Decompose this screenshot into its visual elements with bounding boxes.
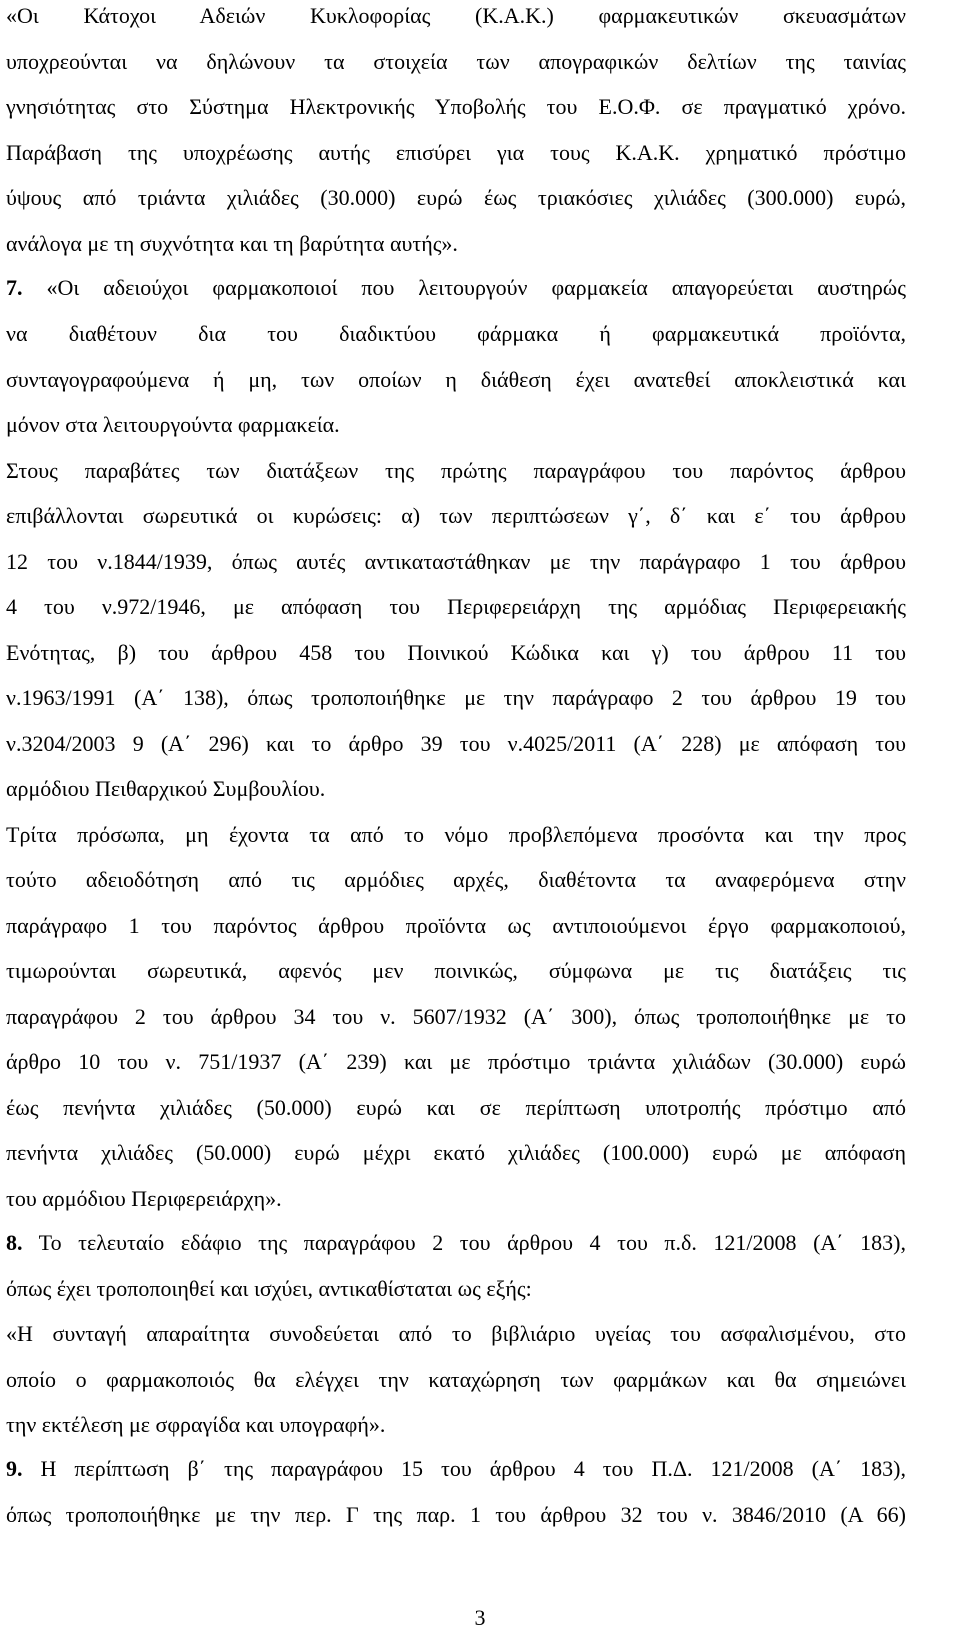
text-line: 4 του ν.972/1946, με απόφαση του Περιφερειάρχη της αρμόδιας Περιφερειακής [6,594,906,619]
text-line: ν.3204/2003 9 (Α΄ 296) και το άρθρο 39 του ν.4025/2011 (Α΄ 228) με απόφαση του [6,731,906,756]
text-span: Η περίπτωση β΄ της παραγράφου 15 του άρθρου 4 του Π.Δ. 121/2008 (Α΄ 183), [40,1456,906,1481]
text-line: αρμόδιου Πειθαρχικού Συμβουλίου. [6,776,326,801]
text-line: παράγραφο 1 του παρόντος άρθρου προϊόντα ως αντιποιούμενοι έργο φαρμακοποιού, [6,913,906,938]
text-line: τούτο αδειοδότηση από τις αρμόδιες αρχές, διαθέτοντα τα αναφερόμενα στην [6,867,906,892]
text-line: υποχρεούνται να δηλώνουν τα στοιχεία των απογραφικών δελτίων της ταινίας [6,49,906,74]
text-line: Στους παραβάτες των διατάξεων της πρώτης παραγράφου του παρόντος άρθρου [6,458,906,483]
text-line: «Οι Κάτοχοι Αδειών Κυκλοφορίας (Κ.Α.Κ.) φαρμακευτικών σκευασμάτων [6,3,906,28]
text-line: τιμωρούνται σωρευτικά, αφενός μεν ποινικώς, σύμφωνα με τις διατάξεις τις [6,958,906,983]
text-line: πενήντα χιλιάδες (50.000) ευρώ μέχρι εκατό χιλιάδες (100.000) ευρώ με απόφαση [6,1140,906,1165]
text-line: έως πενήντα χιλιάδες (50.000) ευρώ και σε περίπτωση υποτροπής πρόστιμο από [6,1095,906,1120]
text-line: όπως τροποποιήθηκε με την περ. Γ της παρ. 1 του άρθρου 32 του ν. 3846/2010 (Α 66) [6,1502,906,1527]
text-line: την εκτέλεση με σφραγίδα και υπογραφή». [6,1412,386,1437]
text-line: του αρμόδιου Περιφερειάρχη». [6,1186,282,1211]
text-span: «Οι αδειούχοι φαρμακοποιοί που λειτουργούν φαρμακεία απαγορεύεται αυστηρώς [46,275,906,300]
text-line: Τρίτα πρόσωπα, μη έχοντα τα από το νόμο προβλεπόμενα προσόντα και την προς [6,822,906,847]
text-span: Το τελευταίο εδάφιο της παραγράφου 2 του άρθρου 4 του π.δ. 121/2008 (Α΄ 183), [38,1230,906,1255]
section-8-first-line [6,1229,906,1257]
text-line: Ενότητας, β) του άρθρου 458 του Ποινικού Κώδικα και γ) του άρθρου 11 του [6,640,906,665]
text-line: να διαθέτουν δια του διαδικτύου φάρμακα ή φαρμακευτικά προϊόντα, [6,321,906,346]
section-9-first-line [6,1455,906,1483]
page-number: 3 [474,1605,486,1630]
text-line: «Η συνταγή απαραίτητα συνοδεύεται από το βιβλιάριο υγείας του ασφαλισμένου, στο [6,1321,906,1346]
text-line: γνησιότητας στο Σύστημα Ηλεκτρονικής Υποβολής του Ε.Ο.Φ. σε πραγματικό χρόνο. [6,94,906,119]
section-number: 7. [6,275,23,300]
text-line: ανάλογα με τη συχνότητα και τη βαρύτητα αυτής». [6,231,458,256]
text-line: όπως έχει τροποποιηθεί και ισχύει, αντικαθίσταται ως εξής: [6,1276,532,1301]
text-line: 12 του ν.1844/1939, όπως αυτές αντικαταστάθηκαν με την παράγραφο 1 του άρθρου [6,549,906,574]
text-line: Παράβαση της υποχρέωσης αυτής επισύρει για τους Κ.Α.Κ. χρηματικό πρόστιμο [6,140,906,165]
section-7-first-line [6,274,906,302]
text-line: άρθρο 10 του ν. 751/1937 (Α΄ 239) και με πρόστιμο τριάντα χιλιάδων (30.000) ευρώ [6,1049,906,1074]
text-line: ύψους από τριάντα χιλιάδες (30.000) ευρώ έως τριακόσιες χιλιάδες (300.000) ευρώ, [6,185,906,210]
text-line: επιβάλλονται σωρευτικά οι κυρώσεις: α) των περιπτώσεων γ΄, δ΄ και ε΄ του άρθρου [6,503,906,528]
text-line: ν.1963/1991 (Α΄ 138), όπως τροποποιήθηκε με την παράγραφο 2 του άρθρου 19 του [6,685,906,710]
section-number: 8. [6,1230,23,1255]
section-number: 9. [6,1456,23,1481]
text-line: παραγράφου 2 του άρθρου 34 του ν. 5607/1932 (Α΄ 300), όπως τροποποιήθηκε με το [6,1004,906,1029]
text-line: συνταγογραφούμενα ή μη, των οποίων η διάθεση έχει ανατεθεί αποκλειστικά και [6,367,906,392]
text-line: μόνον στα λειτουργούντα φαρμακεία. [6,412,340,437]
text-line: οποίο ο φαρμακοποιός θα ελέγχει την καταχώρηση των φαρμάκων και θα σημειώνει [6,1367,906,1392]
